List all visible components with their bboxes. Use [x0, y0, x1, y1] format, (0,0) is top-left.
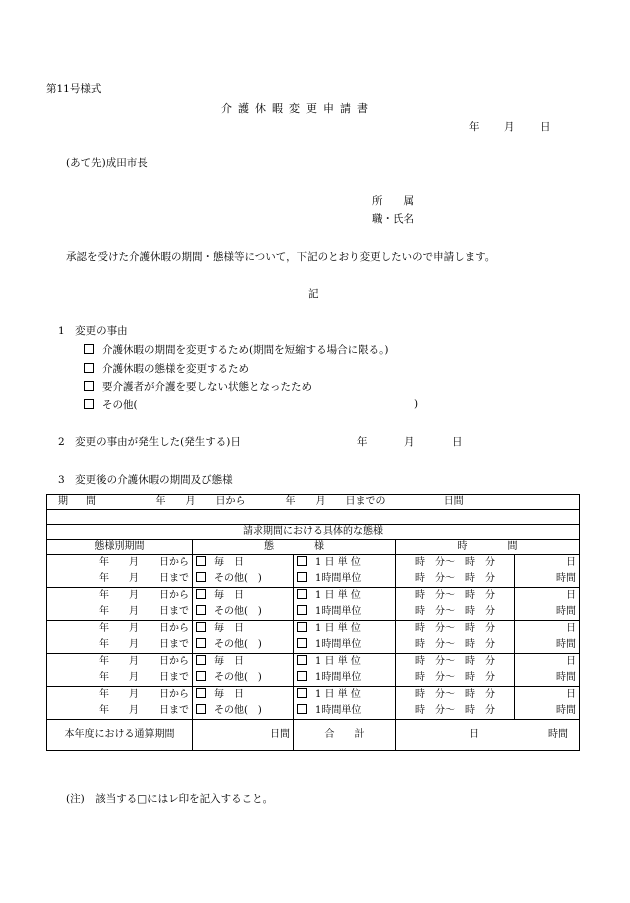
affiliation-label: 所 属	[372, 195, 414, 207]
unit-text: 1 日 単 位	[315, 689, 361, 700]
checkbox-icon[interactable]	[196, 704, 206, 714]
reason-option-2[interactable]: 介護休暇の態様を変更するため	[84, 363, 249, 375]
form-number: 第11号様式	[46, 83, 102, 95]
time-range-text: 時 分～ 時 分	[415, 606, 495, 617]
end-unit-text: 日	[566, 590, 576, 601]
date-to-cell[interactable]	[47, 670, 193, 687]
mode-daily-option[interactable]	[193, 621, 294, 638]
duration-cell[interactable]	[515, 604, 580, 621]
mode-text: その他( )	[214, 606, 262, 617]
end-unit-text: 日	[566, 557, 576, 568]
duration-cell[interactable]	[515, 588, 580, 605]
time-range-text: 時 分～ 時 分	[415, 639, 495, 650]
time-range-cell[interactable]	[396, 670, 515, 687]
reason-option-3[interactable]: 要介護者が介護を要しない状態となったため	[84, 381, 312, 393]
mode-row-2-bot	[47, 604, 580, 621]
ki-mark: 記	[308, 288, 319, 300]
unit-text: 1 日 単 位	[315, 656, 361, 667]
unit-text: 1時間単位	[315, 705, 362, 716]
unit-text: 1時間単位	[315, 639, 362, 650]
unit-hour-option[interactable]	[294, 571, 396, 588]
duration-cell[interactable]	[515, 670, 580, 687]
date-month: 月	[504, 121, 515, 133]
reason-option-1[interactable]: 介護休暇の期間を変更するため(期間を短縮する場合に限る。)	[84, 344, 388, 356]
unit-hour-option[interactable]	[294, 637, 396, 654]
section3-heading: 3 変更後の介護休暇の期間及び態様	[58, 474, 233, 486]
mode-row-3-top	[47, 621, 580, 638]
date-text: 年 月 日まで	[99, 639, 189, 650]
mode-row-3-bot	[47, 637, 580, 654]
time-range-cell[interactable]	[396, 654, 515, 671]
page-title: 介護休暇変更申請書	[221, 102, 374, 115]
occur-year: 年	[357, 436, 368, 448]
mode-row-2-top	[47, 588, 580, 605]
time-range-cell[interactable]	[396, 703, 515, 720]
checkbox-icon[interactable]	[196, 671, 206, 681]
time-range-cell[interactable]	[396, 604, 515, 621]
date-day: 日	[540, 121, 551, 133]
time-range-text: 時 分～ 時 分	[415, 672, 495, 683]
checkbox-icon[interactable]	[297, 589, 307, 599]
date-text: 年 月 日から	[99, 590, 189, 601]
unit-day-option[interactable]	[294, 621, 396, 638]
date-from-cell[interactable]	[47, 654, 193, 671]
reason-option-other[interactable]: その他(	[84, 399, 138, 411]
date-from-cell[interactable]	[47, 555, 193, 572]
occur-month: 月	[404, 436, 415, 448]
end-unit-text: 日	[566, 656, 576, 667]
date-text: 年 月 日まで	[99, 606, 189, 617]
end-unit-text: 日	[566, 689, 576, 700]
date-to-cell[interactable]	[47, 637, 193, 654]
date-from-cell[interactable]	[47, 621, 193, 638]
sum-value-cell[interactable]	[396, 720, 580, 751]
checkbox-icon[interactable]	[297, 688, 307, 698]
time-range-cell[interactable]	[396, 687, 515, 704]
mode-row-5-top	[47, 687, 580, 704]
duration-cell[interactable]	[515, 687, 580, 704]
duration-cell[interactable]	[515, 654, 580, 671]
time-range-cell[interactable]	[396, 621, 515, 638]
date-text: 年 月 日まで	[99, 573, 189, 584]
time-range-cell[interactable]	[396, 571, 515, 588]
total-days-cell[interactable]	[193, 720, 294, 751]
time-range-cell[interactable]	[396, 555, 515, 572]
date-from-cell[interactable]	[47, 687, 193, 704]
mode-text: 毎 日	[214, 623, 244, 634]
unit-text: 1 日 単 位	[315, 623, 361, 634]
checkbox-icon[interactable]	[84, 344, 94, 354]
mode-daily-option[interactable]	[193, 588, 294, 605]
intro-text: 承認を受けた介護休暇の期間・態様等について，下記のとおり変更したいので申請します。	[66, 251, 496, 263]
section1-heading: 1 変更の事由	[58, 325, 128, 337]
mode-row-5-bot	[47, 703, 580, 720]
checkbox-icon[interactable]	[196, 655, 206, 665]
sum-hours-text: 時間	[548, 729, 568, 740]
end-unit-text: 時間	[556, 639, 576, 650]
duration-cell[interactable]	[515, 621, 580, 638]
duration-cell[interactable]	[515, 703, 580, 720]
checkbox-icon[interactable]	[297, 655, 307, 665]
time-range-text: 時 分～ 時 分	[415, 656, 495, 667]
time-range-text: 時 分～ 時 分	[415, 705, 495, 716]
mode-daily-option[interactable]	[193, 687, 294, 704]
checkbox-icon[interactable]	[297, 572, 307, 582]
name-label: 職・氏名	[372, 213, 414, 225]
time-range-cell[interactable]	[396, 637, 515, 654]
column-header-row	[47, 540, 580, 555]
mode-other-option[interactable]	[193, 703, 294, 720]
unit-day-option[interactable]	[294, 555, 396, 572]
mode-text: その他( )	[214, 573, 262, 584]
col-mode: 態 様	[193, 540, 396, 555]
checkbox-icon[interactable]	[84, 363, 94, 373]
unit-hour-option[interactable]	[294, 604, 396, 621]
checkbox-icon[interactable]	[196, 556, 206, 566]
end-unit-text: 時間	[556, 573, 576, 584]
date-to-cell[interactable]	[47, 703, 193, 720]
mode-row-1-top	[47, 555, 580, 572]
date-to-cell[interactable]	[47, 604, 193, 621]
mode-other-option[interactable]	[193, 604, 294, 621]
date-text: 年 月 日から	[99, 689, 189, 700]
occur-day: 日	[452, 436, 463, 448]
period-text: 年 月 日から 年 月 日までの	[155, 496, 386, 507]
unit-hour-option[interactable]	[294, 670, 396, 687]
mode-other-option[interactable]	[193, 637, 294, 654]
checkbox-icon[interactable]	[297, 638, 307, 648]
section2-heading: 2 変更の事由が発生した(発生する)日	[58, 436, 241, 448]
time-range-text: 時 分～ 時 分	[415, 573, 495, 584]
checkbox-icon[interactable]	[297, 605, 307, 615]
date-text: 年 月 日から	[99, 557, 189, 568]
unit-day-option[interactable]	[294, 687, 396, 704]
checkbox-icon[interactable]	[196, 572, 206, 582]
total-label-text: 本年度における通算期間	[64, 729, 175, 740]
mode-text: 毎 日	[214, 557, 244, 568]
checkbox-icon[interactable]	[297, 704, 307, 714]
end-unit-text: 時間	[556, 705, 576, 716]
mode-row-1-bot	[47, 571, 580, 588]
time-range-text: 時 分～ 時 分	[415, 623, 495, 634]
addressee: (あて先)成田市長	[66, 157, 148, 169]
mode-text: その他( )	[214, 639, 262, 650]
checkbox-icon[interactable]	[196, 605, 206, 615]
date-year: 年	[469, 121, 480, 133]
mode-row-4-bot	[47, 670, 580, 687]
end-unit-text: 日	[566, 623, 576, 634]
mode-row-4-top	[47, 654, 580, 671]
mode-other-option[interactable]	[193, 670, 294, 687]
unit-text: 1時間単位	[315, 573, 362, 584]
date-text: 年 月 日まで	[99, 705, 189, 716]
unit-day-option[interactable]	[294, 588, 396, 605]
unit-day-option[interactable]	[294, 654, 396, 671]
date-text: 年 月 日から	[99, 623, 189, 634]
duration-cell[interactable]	[515, 555, 580, 572]
leave-schedule-table	[46, 494, 580, 751]
total-row	[47, 720, 580, 751]
date-text: 年 月 日まで	[99, 672, 189, 683]
duration-cell[interactable]	[515, 571, 580, 588]
mode-text: 毎 日	[214, 656, 244, 667]
mode-text: 毎 日	[214, 689, 244, 700]
checkbox-icon[interactable]	[84, 381, 94, 391]
mode-text: その他( )	[214, 705, 262, 716]
footnote: (注) 該当する□にはレ印を記入すること。	[66, 793, 274, 805]
period-value[interactable]	[155, 495, 580, 510]
end-unit-text: 時間	[556, 606, 576, 617]
end-unit-text: 時間	[556, 672, 576, 683]
checkbox-icon[interactable]	[297, 622, 307, 632]
date-to-cell[interactable]	[47, 571, 193, 588]
total-days-text: 日間	[270, 729, 290, 740]
duration-cell[interactable]	[515, 637, 580, 654]
sum-label-text: 合 計	[324, 729, 365, 740]
time-range-text: 時 分～ 時 分	[415, 557, 495, 568]
unit-text: 1時間単位	[315, 606, 362, 617]
col-time: 時 間	[396, 540, 580, 555]
unit-text: 1時間単位	[315, 672, 362, 683]
checkbox-icon[interactable]	[196, 589, 206, 599]
total-label	[47, 720, 193, 751]
checkbox-icon[interactable]	[84, 399, 94, 409]
checkbox-icon[interactable]	[196, 638, 206, 648]
mode-daily-option[interactable]	[193, 654, 294, 671]
unit-hour-option[interactable]	[294, 703, 396, 720]
period-days: 日間	[443, 496, 464, 507]
date-from-cell[interactable]	[47, 588, 193, 605]
sum-label	[294, 720, 396, 751]
sum-day-text: 日	[469, 729, 479, 740]
checkbox-icon[interactable]	[297, 556, 307, 566]
date-text: 年 月 日から	[99, 656, 189, 667]
unit-text: 1 日 単 位	[315, 590, 361, 601]
time-range-cell[interactable]	[396, 588, 515, 605]
mode-other-option[interactable]	[193, 571, 294, 588]
mode-text: その他( )	[214, 672, 262, 683]
period-label: 期 間	[47, 495, 193, 510]
col-period: 態様別期間	[47, 540, 193, 555]
checkbox-icon[interactable]	[196, 622, 206, 632]
concrete-header: 請求期間における具体的な態様	[47, 525, 580, 540]
period-row	[47, 495, 580, 510]
time-range-text: 時 分～ 時 分	[415, 590, 495, 601]
mode-daily-option[interactable]	[193, 555, 294, 572]
checkbox-icon[interactable]	[297, 671, 307, 681]
concrete-header-row	[47, 525, 580, 540]
time-range-text: 時 分～ 時 分	[415, 689, 495, 700]
mode-text: 毎 日	[214, 590, 244, 601]
checkbox-icon[interactable]	[196, 688, 206, 698]
unit-text: 1 日 単 位	[315, 557, 361, 568]
other-close-paren: )	[414, 398, 419, 410]
